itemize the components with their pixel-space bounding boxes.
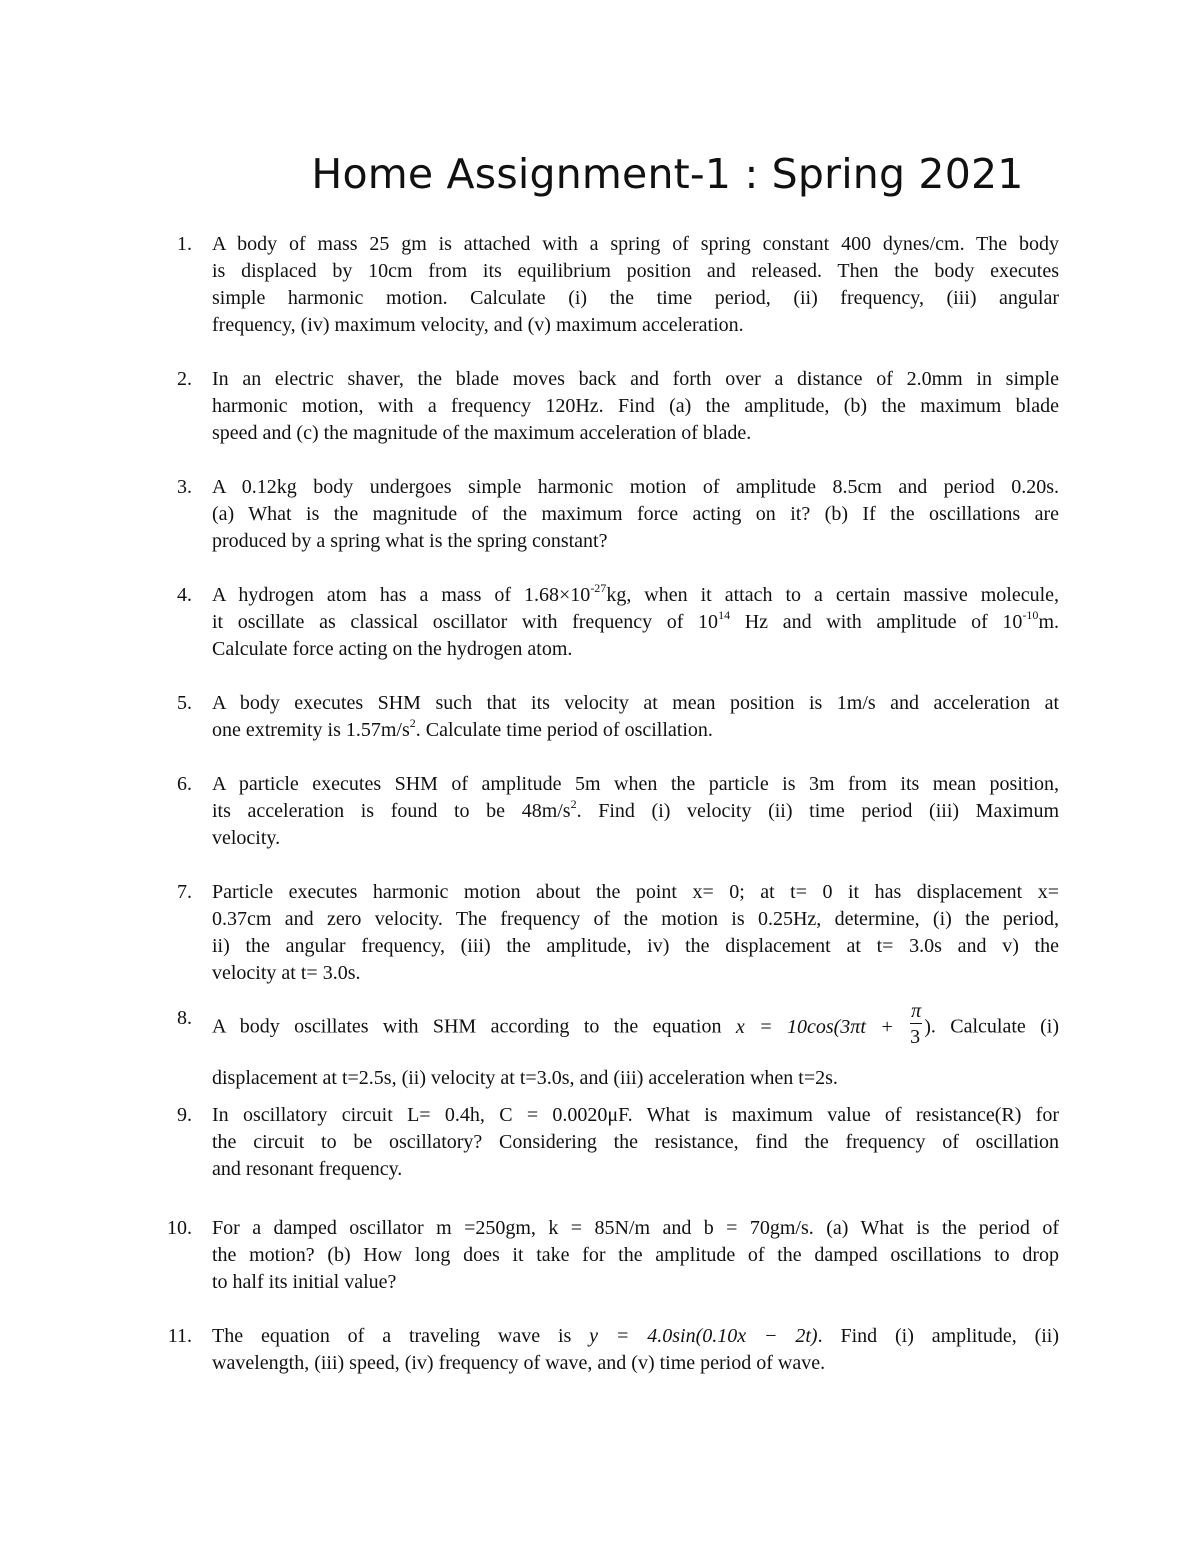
question-line: A particle executes SHM of amplitude 5m when the particle is 3m from its mean position, xyxy=(212,773,1059,795)
question-text xyxy=(212,1215,1059,1296)
question-text xyxy=(212,474,1059,555)
equation-text: ) xyxy=(924,1015,931,1038)
text-run: it oscillate as classical oscillator with frequency of 10 xyxy=(212,611,719,633)
question-line: harmonic motion, with a frequency 120Hz. Find (a) the amplitude, (b) the maximum blade xyxy=(212,395,1059,417)
text-run: . Calculate time period of oscillation. xyxy=(415,719,713,741)
question-number: 8. xyxy=(177,1007,192,1029)
question-text xyxy=(212,1102,1059,1183)
question-text xyxy=(212,690,1059,744)
question-line xyxy=(212,1000,1060,1051)
question-number: 6. xyxy=(177,773,192,795)
superscript: 14 xyxy=(718,608,731,622)
question-line: the motion? (b) How long does it take for the amplitude of the damped oscillations to drop xyxy=(212,1244,1059,1266)
page-title: Home Assignment-1 : Spring 2021 xyxy=(311,150,1024,198)
question-number: 10. xyxy=(167,1217,192,1239)
question-line: produced by a spring what is the spring constant? xyxy=(212,530,608,552)
question-line: In oscillatory circuit L= 0.4h, C = 0.0020μF. What is maximum value of resistance(R) for xyxy=(212,1104,1059,1126)
question-line: displacement at t=2.5s, (ii) velocity at t=3.0s, and (iii) acceleration when t=2s. xyxy=(212,1067,838,1089)
question-line: simple harmonic motion. Calculate (i) the time period, (ii) frequency, (iii) angular xyxy=(212,287,1059,309)
question-line: ii) the angular frequency, (iii) the amplitude, iv) the displacement at t= 3.0s and v) the xyxy=(212,935,1059,957)
question-line: A body of mass 25 gm is attached with a spring of spring constant 400 dynes/cm. The body xyxy=(212,233,1059,255)
question-number: 11. xyxy=(167,1325,192,1347)
text-run: A body oscillates with SHM according to the equation xyxy=(212,1015,722,1038)
question-line xyxy=(212,1323,1059,1350)
question-line: (a) What is the magnitude of the maximum force acting on it? (b) If the oscillations are xyxy=(212,503,1059,525)
question-text xyxy=(212,1323,1059,1377)
question-text xyxy=(212,879,1059,987)
question-line xyxy=(212,609,1059,636)
equation xyxy=(735,1000,931,1048)
question-number: 5. xyxy=(177,692,192,714)
text-run: m. xyxy=(1038,611,1059,633)
fraction-denominator: 3 xyxy=(910,1026,921,1048)
text-run: kg, when it attach to a certain massive molecule, xyxy=(606,584,1060,606)
question-text xyxy=(212,1000,1060,1092)
question-number: 4. xyxy=(177,584,192,606)
text-run: A hydrogen atom has a mass of 1.68×10 xyxy=(212,584,591,606)
superscript: 2 xyxy=(570,797,577,811)
question-line: In an electric shaver, the blade moves back and forth over a distance of 2.0mm in simple xyxy=(212,368,1059,390)
equation: y = 4.0sin(0.10x − 2t) xyxy=(589,1325,818,1347)
question-line: A 0.12kg body undergoes simple harmonic motion of amplitude 8.5cm and period 0.20s. xyxy=(212,476,1059,498)
question-line: to half its initial value? xyxy=(212,1271,397,1293)
question-line: frequency, (iv) maximum velocity, and (v) maximum acceleration. xyxy=(212,314,744,336)
fraction-numerator: π xyxy=(911,1000,922,1022)
question-line: velocity. xyxy=(212,827,281,849)
text-run: one extremity is 1.57m/s xyxy=(212,719,410,741)
question-line: For a damped oscillator m =250gm, k = 85N/m and b = 70gm/s. (a) What is the period of xyxy=(212,1217,1059,1239)
question-number: 1. xyxy=(177,233,192,255)
question-line: velocity at t= 3.0s. xyxy=(212,962,361,984)
text-run: The equation of a traveling wave is xyxy=(212,1325,572,1347)
question-text xyxy=(212,771,1059,852)
question-line: Particle executes harmonic motion about the point x= 0; at t= 0 it has displacement x= xyxy=(212,881,1059,903)
question-line: Calculate force acting on the hydrogen atom. xyxy=(212,638,573,660)
question-text xyxy=(212,366,1059,447)
question-line: wavelength, (iii) speed, (iv) frequency of wave, and (v) time period of wave. xyxy=(212,1352,826,1374)
question-number: 9. xyxy=(177,1104,192,1126)
question-line: is displaced by 10cm from its equilibrium position and released. Then the body executes xyxy=(212,260,1059,282)
question-line xyxy=(212,798,1059,825)
question-text xyxy=(212,582,1059,663)
superscript: -10 xyxy=(1022,608,1039,622)
equation-text: x = 10cos(3πt + xyxy=(735,1015,909,1038)
question-line: A body executes SHM such that its velocity at mean position is 1m/s and acceleration at xyxy=(212,692,1059,714)
question-text xyxy=(212,231,1059,339)
text-run: its acceleration is found to be 48m/s xyxy=(212,800,571,822)
question-line xyxy=(212,582,1059,609)
question-line: and resonant frequency. xyxy=(212,1158,403,1180)
question-line: 0.37cm and zero velocity. The frequency of the motion is 0.25Hz, determine, (i) the period, xyxy=(212,908,1059,930)
superscript: 2 xyxy=(409,716,416,730)
text-run: Hz and with amplitude of 10 xyxy=(730,611,1023,633)
question-line: the circuit to be oscillatory? Considering the resistance, find the frequency of oscillation xyxy=(212,1131,1059,1153)
text-run: . Find (i) amplitude, (ii) xyxy=(817,1325,1060,1347)
superscript: -27 xyxy=(590,581,607,595)
question-line: speed and (c) the magnitude of the maximum acceleration of blade. xyxy=(212,422,752,444)
question-number: 7. xyxy=(177,881,192,903)
question-line xyxy=(212,717,1059,744)
question-number: 3. xyxy=(177,476,192,498)
text-run: . Calculate (i) xyxy=(930,1015,1060,1038)
text-run: . Find (i) velocity (ii) time period (iii) Maximum xyxy=(576,800,1059,822)
fraction xyxy=(910,1001,922,1047)
question-number: 2. xyxy=(177,368,192,390)
